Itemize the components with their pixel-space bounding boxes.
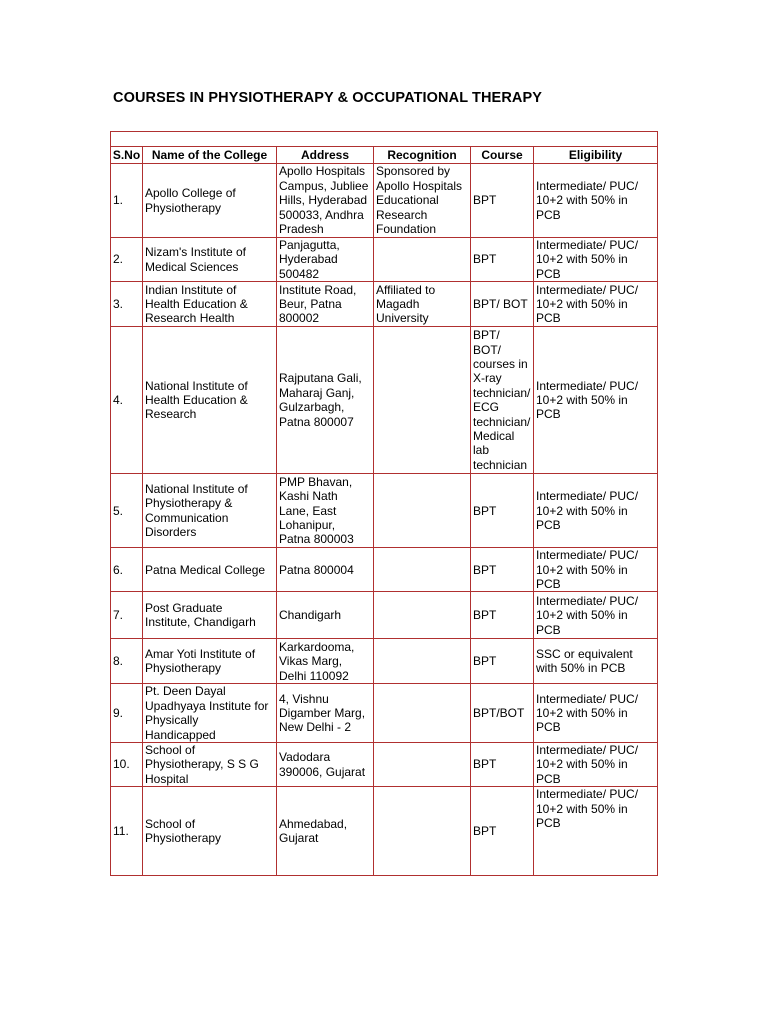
table-row [111,548,658,592]
cell-text-address: PMP Bhavan, Kashi Nath Lane, East Lohanipur, Patna 800003 [279,474,354,547]
table-blank-row [111,132,658,147]
cell-recognition [374,684,471,743]
cell-recognition [374,164,471,238]
cell-text-name: Pt. Deen Dayal Upadhyaya Institute for Physically Handicapped [145,684,269,742]
cell-course [471,238,534,282]
cell-course [471,743,534,787]
cell-text-eligibility: Intermediate/ PUC/ 10+2 with 50% in PCB [536,238,639,281]
cell-sno [111,474,143,548]
table-row [111,327,658,474]
cell-recognition [374,548,471,592]
cell-sno [111,238,143,282]
header-recognition: Recognition [374,147,471,164]
cell-recognition [374,787,471,876]
cell-eligibility [534,639,658,684]
cell-eligibility [534,787,658,876]
cell-address [277,592,374,639]
cell-text-course: BPT/ BOT/ courses in X-ray technician/ ECG technician/ Medical lab technician [473,328,531,472]
cell-address [277,787,374,876]
cell-text-course: BPT/BOT [473,706,525,721]
cell-recognition [374,282,471,327]
table-row [111,787,658,876]
cell-sno [111,164,143,238]
cell-name [143,743,277,787]
cell-text-eligibility: Intermediate/ PUC/ 10+2 with 50% in PCB [536,743,639,786]
cell-recognition [374,639,471,684]
cell-text-address: Patna 800004 [279,562,354,577]
cell-text-name: National Institute of Health Education & Research [145,378,248,422]
cell-eligibility [534,164,658,238]
cell-course [471,592,534,639]
cell-text-recognition: Sponsored by Apollo Hospitals Educational Research Foundation [376,164,463,237]
cell-text-address: Karkardooma, Vikas Marg, Delhi 110092 [279,639,355,683]
cell-eligibility [534,238,658,282]
cell-course [471,548,534,592]
cell-text-address: Apollo Hospitals Campus, Jubliee Hills, Hyderabad 500033, Andhra Pradesh [279,164,369,237]
cell-text-name: School of Physiotherapy [145,816,222,846]
cell-text-eligibility: Intermediate/ PUC/ 10+2 with 50% in PCB [536,282,639,326]
cell-text-name: Amar Yoti Institute of Physiotherapy [145,647,256,676]
cell-text-course: BPT [473,562,497,577]
table-row [111,639,658,684]
cell-name [143,282,277,327]
cell-course [471,282,534,327]
blank-cell [111,132,658,147]
cell-sno [111,282,143,327]
cell-text-eligibility: Intermediate/ PUC/ 10+2 with 50% in PCB [536,593,639,637]
cell-eligibility [534,743,658,787]
cell-text-name: Apollo College of Physiotherapy [145,186,236,215]
cell-text-sno: 2. [113,252,124,267]
cell-text-sno: 11. [113,824,129,839]
cell-recognition [374,327,471,474]
cell-course [471,684,534,743]
cell-text-eligibility: Intermediate/ PUC/ 10+2 with 50% in PCB [536,489,639,532]
cell-name [143,474,277,548]
cell-name [143,327,277,474]
cell-text-sno: 9. [113,706,124,721]
cell-text-address: Panjagutta, Hyderabad 500482 [279,238,340,281]
cell-text-name: Post Graduate Institute, Chandigarh [145,601,256,630]
cell-text-sno: 8. [113,654,124,669]
cell-text-course: BPT [473,824,497,839]
cell-text-eligibility: Intermediate/ PUC/ 10+2 with 50% in PCB [536,378,639,422]
cell-sno [111,684,143,743]
cell-eligibility [534,684,658,743]
cell-text-recognition: Affiliated to Magadh University [376,282,436,326]
cell-text-eligibility: SSC or equivalent with 50% in PCB [536,647,633,676]
table-row [111,684,658,743]
cell-address [277,282,374,327]
cell-text-sno: 1. [113,193,124,208]
cell-text-name: Patna Medical College [145,562,266,577]
cell-sno [111,327,143,474]
cell-course [471,327,534,474]
cell-address [277,327,374,474]
cell-text-sno: 7. [113,608,124,623]
cell-text-course: BPT [473,757,497,772]
header-name: Name of the College [143,147,277,164]
page-title: COURSES IN PHYSIOTHERAPY & OCCUPATIONAL THERAPY [113,90,543,106]
cell-text-address: Rajputana Gali, Maharaj Ganj, Gulzarbagh, Patna 800007 [279,371,362,429]
courses-table [110,131,658,876]
cell-eligibility [534,548,658,592]
cell-text-course: BPT [473,193,497,208]
table-row [111,592,658,639]
cell-name [143,592,277,639]
cell-course [471,164,534,238]
cell-course [471,787,534,876]
cell-text-address: Vadodara 390006, Gujarat [279,750,366,779]
cell-text-course: BPT/ BOT [473,297,528,312]
cell-text-sno: 5. [113,503,124,518]
cell-sno [111,592,143,639]
cell-course [471,639,534,684]
cell-name [143,164,277,238]
header-address: Address [277,147,374,164]
cell-text-address: Chandigarh [279,608,342,623]
header-eligibility: Eligibility [534,147,658,164]
cell-eligibility [534,327,658,474]
cell-text-sno: 3. [113,297,124,312]
cell-recognition [374,474,471,548]
cell-eligibility [534,282,658,327]
table-row [111,164,658,238]
cell-text-address: Ahmedabad, Gujarat [279,816,348,846]
cell-text-eligibility: Intermediate/ PUC/ 10+2 with 50% in PCB [536,178,639,222]
header-sno: S.No [111,147,143,164]
cell-name [143,684,277,743]
cell-address [277,238,374,282]
cell-text-eligibility: Intermediate/ PUC/ 10+2 with 50% in PCB [536,691,639,735]
cell-text-address: 4, Vishnu Digamber Marg, New Delhi - 2 [279,691,366,735]
cell-name [143,787,277,876]
cell-text-address: Institute Road, Beur, Patna 800002 [279,282,357,326]
cell-address [277,548,374,592]
cell-eligibility [534,474,658,548]
header-course: Course [471,147,534,164]
cell-address [277,164,374,238]
cell-sno [111,639,143,684]
cell-text-name: School of Physiotherapy, S S G Hospital [145,743,259,786]
cell-address [277,743,374,787]
cell-text-sno: 4. [113,393,124,408]
cell-sno [111,743,143,787]
cell-text-name: Nizam's Institute of Medical Sciences [145,245,246,274]
table-row [111,238,658,282]
cell-text-sno: 10. [113,757,130,772]
cell-text-eligibility: Intermediate/ PUC/ 10+2 with 50% in PCB [536,787,639,831]
cell-text-course: BPT [473,252,497,267]
cell-name [143,238,277,282]
cell-name [143,639,277,684]
cell-text-eligibility: Intermediate/ PUC/ 10+2 with 50% in PCB [536,548,639,592]
cell-text-course: BPT [473,608,497,623]
cell-text-name: Indian Institute of Health Education & Research Health [145,282,248,326]
cell-text-course: BPT [473,654,497,669]
cell-text-name: National Institute of Physiotherapy & Communication Disorders [145,481,248,540]
cell-address [277,639,374,684]
cell-eligibility [534,592,658,639]
table-row [111,743,658,787]
cell-recognition [374,592,471,639]
table-header-row [111,147,658,164]
cell-text-sno: 6. [113,562,124,577]
cell-course [471,474,534,548]
table-row [111,282,658,327]
cell-recognition [374,743,471,787]
cell-text-course: BPT [473,503,497,518]
cell-address [277,684,374,743]
table-row [111,474,658,548]
cell-name [143,548,277,592]
cell-address [277,474,374,548]
cell-recognition [374,238,471,282]
cell-sno [111,548,143,592]
cell-sno [111,787,143,876]
